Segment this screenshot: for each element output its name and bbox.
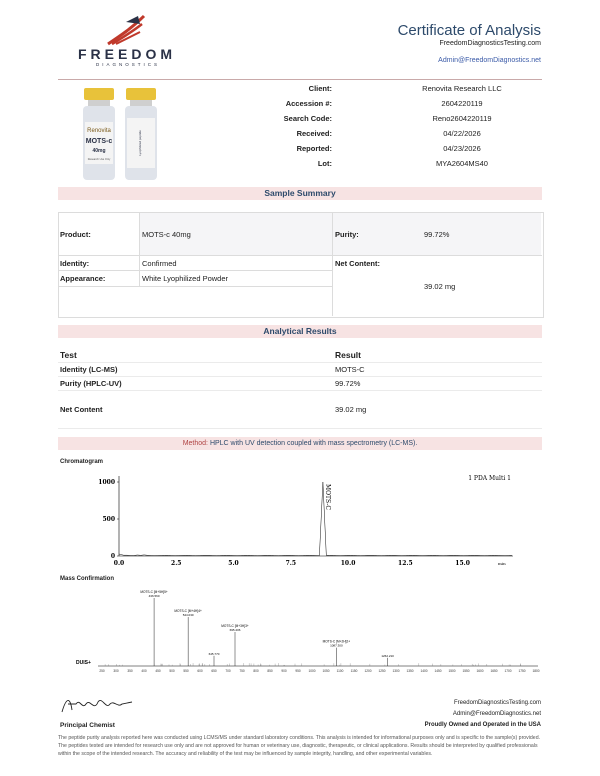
received-label: Received: bbox=[296, 129, 332, 138]
net-content-value: 39.02 mg bbox=[424, 282, 456, 291]
appearance-label: Appearance: bbox=[60, 274, 106, 283]
identity-value: Confirmed bbox=[142, 259, 177, 268]
purity-label: Purity: bbox=[335, 230, 359, 239]
net-content-label: Net Content: bbox=[335, 259, 380, 268]
identity-label: Identity: bbox=[60, 259, 90, 268]
search-code-value: Reno2604220119 bbox=[432, 114, 492, 123]
footer-ownership: Proudly Owned and Operated in the USA bbox=[424, 722, 541, 728]
chromatogram-x-tick: 12.5 bbox=[398, 560, 413, 567]
appearance-value: White Lyophilized Powder bbox=[142, 274, 229, 283]
mass-x-tick: 900 bbox=[281, 669, 287, 673]
mass-x-tick: 350 bbox=[127, 669, 133, 673]
chromatogram-x-tick: 15.0 bbox=[455, 560, 470, 567]
lot-label: Lot: bbox=[317, 159, 332, 168]
mass-peak-value: 544.030 bbox=[182, 613, 194, 618]
chromatogram-x-tick: 2.5 bbox=[171, 560, 182, 567]
mass-x-tick: 1650 bbox=[490, 669, 498, 673]
header-website[interactable]: FreedomDiagnosticsTesting.com bbox=[439, 40, 541, 47]
method-text: HPLC with UV detection coupled with mass spectrometry (LC-MS). bbox=[209, 440, 418, 447]
vial-side-text: Lyophilized peptide bbox=[138, 130, 142, 156]
mass-peak-label: MOTS-C [M+3H]3+ bbox=[221, 624, 249, 628]
mass-peak-value: 695.406 bbox=[229, 628, 241, 632]
header-divider bbox=[58, 79, 542, 80]
chromatogram-legend: 1 PDA Multi 1 bbox=[468, 475, 511, 482]
mass-x-tick: 1300 bbox=[392, 669, 400, 673]
chromatogram-plot bbox=[58, 468, 542, 574]
vial-dose-text: 40mg bbox=[92, 148, 106, 154]
mass-confirmation-title: Mass Confirmation bbox=[60, 576, 115, 582]
chromatogram-x-unit: min bbox=[498, 561, 506, 566]
brand-wordmark: FREEDOM bbox=[78, 46, 176, 62]
accession-label: Accession #: bbox=[285, 99, 332, 108]
purity-value: 99.72% bbox=[424, 230, 450, 239]
mass-x-tick: 650 bbox=[211, 669, 217, 673]
chromatogram-x-tick: 0.0 bbox=[113, 560, 125, 567]
summary-row-divider-2 bbox=[58, 286, 332, 287]
mass-trace-label: DUIS+ bbox=[76, 660, 91, 666]
flag-logo-icon bbox=[104, 14, 148, 46]
vial-brand-text: Renovita bbox=[87, 128, 111, 134]
chromatogram-peak-label: MOTS-C bbox=[323, 484, 331, 511]
chromatogram-x-tick: 7.5 bbox=[285, 560, 297, 567]
results-header-divider bbox=[58, 362, 542, 363]
mass-peak-label: MOTS-C [M+2H]2+ bbox=[322, 639, 351, 644]
summary-row-divider bbox=[58, 270, 332, 271]
mass-x-tick: 950 bbox=[295, 669, 301, 673]
signatory-title: Principal Chemist bbox=[60, 722, 115, 729]
result-row-test: Identity (LC-MS) bbox=[60, 365, 118, 374]
mass-x-tick: 1600 bbox=[476, 669, 484, 673]
mass-x-tick: 1050 bbox=[322, 669, 330, 673]
mass-peak-label: MOTS-C [M+4H]4+ bbox=[174, 609, 202, 614]
reported-value: 04/23/2026 bbox=[443, 144, 481, 153]
mass-x-tick: 1100 bbox=[336, 669, 344, 673]
mass-x-tick: 1400 bbox=[420, 669, 428, 673]
header-email[interactable]: Admin@FreedomDiagnostics.net bbox=[438, 57, 541, 64]
mass-x-tick: 1800 bbox=[532, 669, 540, 673]
reported-label: Reported: bbox=[296, 144, 332, 153]
sample-summary-heading: Sample Summary bbox=[58, 187, 542, 200]
mass-peak-value: 1087.300 bbox=[330, 643, 343, 648]
chromatogram-x-tick: 5.0 bbox=[228, 560, 239, 567]
client-label: Client: bbox=[308, 84, 332, 93]
certificate-title: Certificate of Analysis bbox=[397, 22, 541, 39]
mass-x-tick: 1250 bbox=[378, 669, 386, 673]
mass-x-tick: 450 bbox=[155, 669, 161, 673]
chromatogram-y-tick: 500 bbox=[102, 516, 115, 523]
mass-x-tick: 800 bbox=[253, 669, 259, 673]
mass-x-tick: 1500 bbox=[448, 669, 456, 673]
mass-x-tick: 700 bbox=[225, 669, 231, 673]
method-band bbox=[58, 437, 542, 450]
chromatogram-trace bbox=[119, 482, 512, 556]
chromatogram-title: Chromatogram bbox=[60, 459, 104, 465]
mass-x-tick: 1350 bbox=[406, 669, 414, 673]
footer-website[interactable]: FreedomDiagnosticsTesting.com bbox=[453, 700, 541, 706]
mass-x-tick: 600 bbox=[197, 669, 203, 673]
mass-x-tick: 550 bbox=[183, 669, 189, 673]
mass-peak-value: 1262.210 bbox=[381, 653, 394, 658]
results-col-test: Test bbox=[60, 350, 77, 360]
disclaimer-text: The peptide purity analysis reported here was conducted using LCMS/MS under standard laboratory conditions. This analysis is intended for informational purposes only and is specific to the sample(s) provided. The peptides tested are intended for research use only and are not approved for human or veterinary use, diagnostic, therapeutic, or clinical applications. Results should be interpreted by qualified professionals within the scope of the intended research. The accuracy and reliability of the test may be influenced by sample integrity, handling, and other experimental variables. bbox=[58, 735, 541, 757]
result-row-test: Net Content bbox=[60, 405, 103, 414]
client-value: Renovita Research LLC bbox=[422, 84, 502, 93]
received-value: 04/22/2026 bbox=[443, 129, 481, 138]
mass-peak-value: 436.560 bbox=[148, 594, 160, 598]
results-col-result: Result bbox=[335, 350, 361, 360]
product-label: Product: bbox=[60, 230, 91, 239]
mass-x-tick: 1150 bbox=[350, 669, 358, 673]
mass-peak-label: MOTS-C [M+5H]5+ bbox=[140, 590, 168, 594]
vial-product-text: MOTS-c bbox=[85, 138, 113, 145]
mass-x-tick: 850 bbox=[267, 669, 273, 673]
lot-value: MYA2604MS40 bbox=[436, 159, 488, 168]
mass-x-tick: 1700 bbox=[504, 669, 512, 673]
accession-value: 2604220119 bbox=[441, 99, 483, 108]
summary-divider bbox=[58, 255, 542, 256]
summary-col-divider bbox=[139, 212, 140, 286]
product-value: MOTS-c 40mg bbox=[142, 230, 191, 239]
result-row-value: 99.72% bbox=[335, 379, 361, 388]
chromatogram-y-tick: 0 bbox=[110, 553, 115, 560]
mass-x-tick: 300 bbox=[113, 669, 119, 673]
results-bottom-divider bbox=[58, 428, 542, 429]
method-label: Method: bbox=[182, 440, 208, 447]
vial-sub-text: Research Use Only bbox=[87, 158, 111, 161]
analytical-results-heading: Analytical Results bbox=[58, 325, 542, 338]
mass-x-tick: 1200 bbox=[364, 669, 372, 673]
result-row-value: MOTS-C bbox=[335, 365, 365, 374]
mass-spectrum-plot bbox=[58, 584, 542, 682]
result-row-value: 39.02 mg bbox=[335, 405, 367, 414]
mass-peak-value: 645.770 bbox=[208, 651, 220, 656]
summary-col-divider-2 bbox=[332, 212, 333, 316]
result-row-test: Purity (HPLC-UV) bbox=[60, 379, 122, 388]
product-vials-image bbox=[80, 86, 160, 182]
mass-x-tick: 1000 bbox=[308, 669, 316, 673]
footer-email[interactable]: Admin@FreedomDiagnostics.net bbox=[452, 711, 541, 717]
search-code-label: Search Code: bbox=[283, 114, 332, 123]
signature-image bbox=[60, 694, 140, 716]
mass-x-tick: 400 bbox=[141, 669, 147, 673]
chromatogram-y-tick: 1000 bbox=[98, 479, 115, 486]
results-row-divider bbox=[58, 390, 542, 391]
chromatogram-x-tick: 10.0 bbox=[340, 560, 356, 567]
results-row-divider bbox=[58, 376, 542, 377]
mass-x-tick: 1450 bbox=[434, 669, 442, 673]
mass-x-tick: 1750 bbox=[518, 669, 526, 673]
brand-tagline: DIAGNOSTICS bbox=[96, 62, 161, 67]
mass-x-tick: 750 bbox=[239, 669, 245, 673]
mass-x-tick: 500 bbox=[169, 669, 175, 673]
mass-x-tick: 250 bbox=[99, 669, 105, 673]
mass-x-tick: 1550 bbox=[462, 669, 470, 673]
